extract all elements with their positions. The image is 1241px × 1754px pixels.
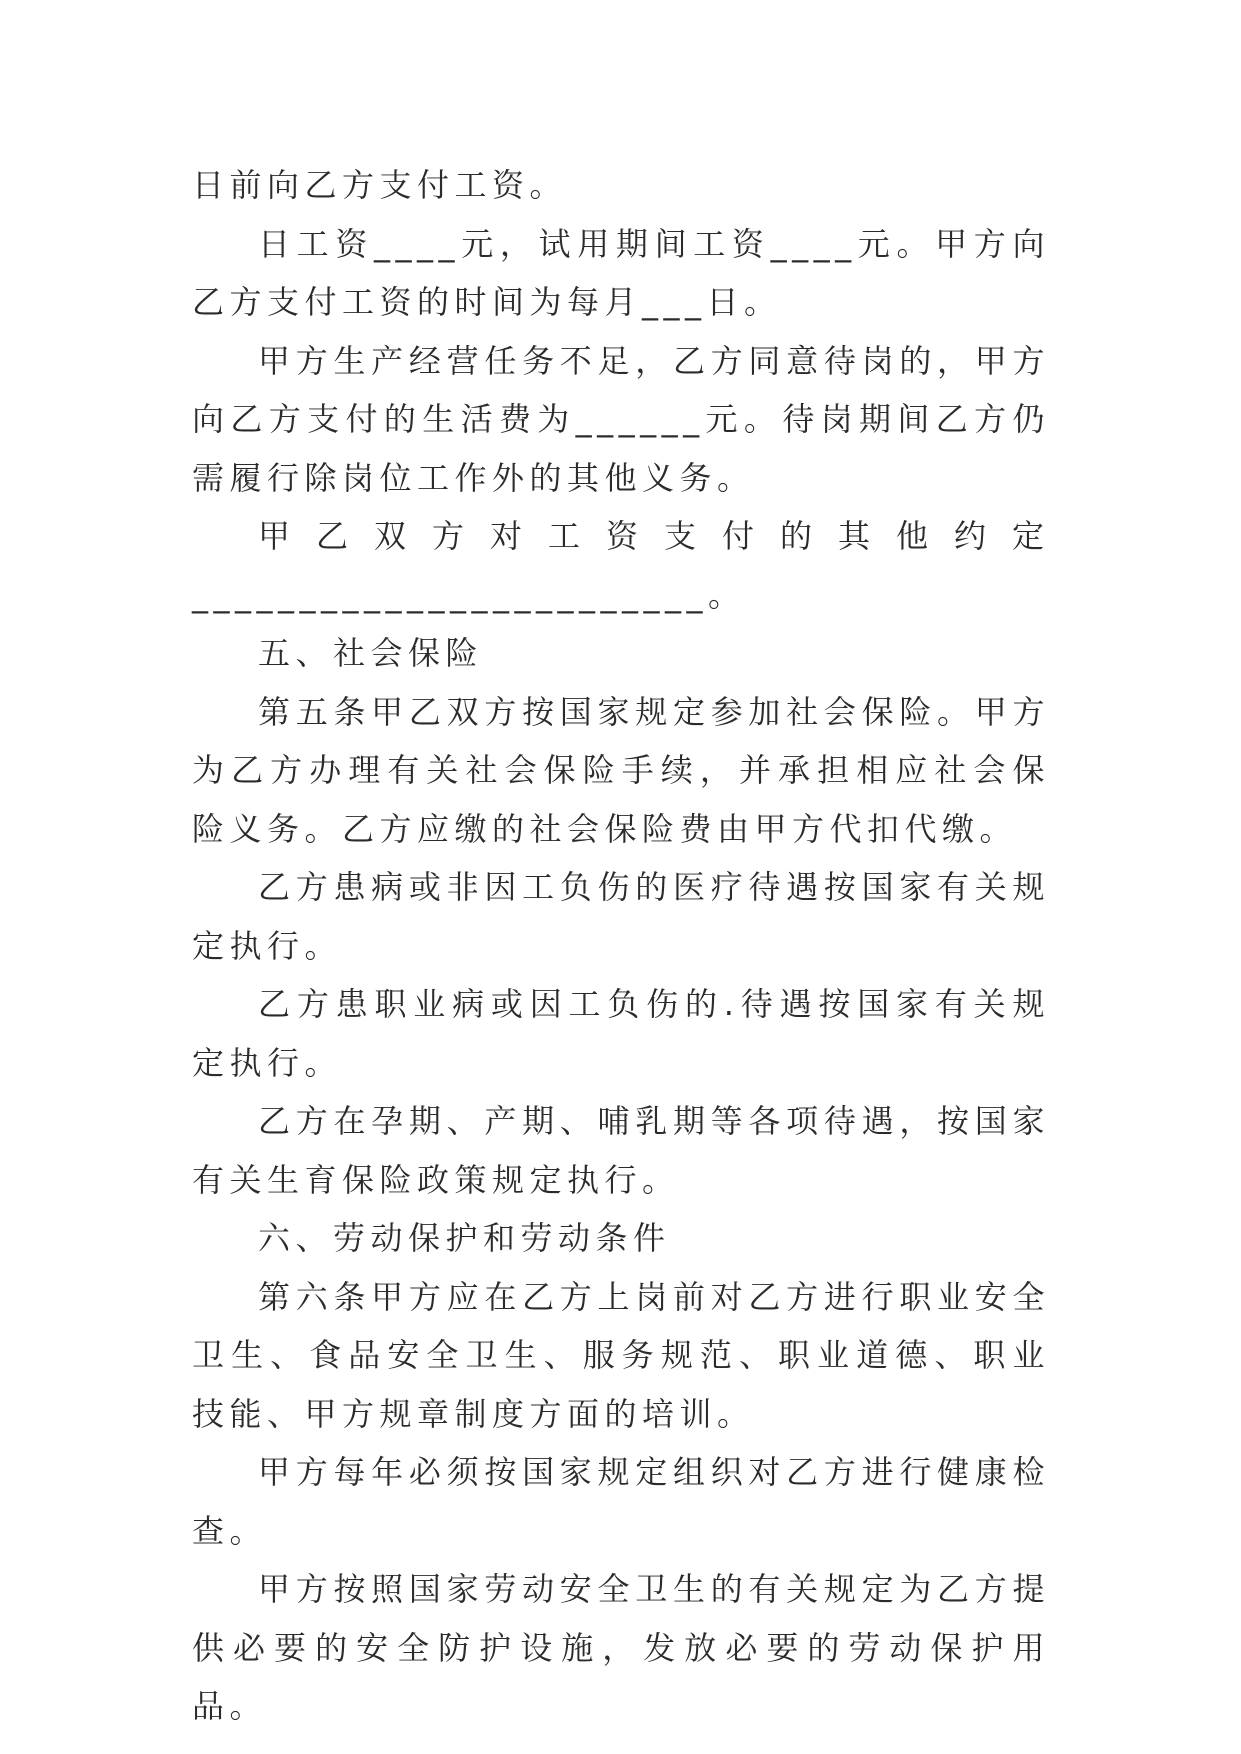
paragraph-maternity: 乙方在孕期、产期、哺乳期等各项待遇，按国家有关生育保险政策规定执行。 bbox=[192, 1102, 1050, 1199]
document-body bbox=[192, 156, 1050, 1736]
section-heading-social-insurance: 五、社会保险 bbox=[258, 634, 484, 672]
section-heading-labor-protection: 六、劳动保护和劳动条件 bbox=[258, 1219, 671, 1257]
paragraph-standby-allowance: 甲方生产经营任务不足，乙方同意待岗的，甲方向乙方支付的生活费为______元。待岗期间乙方仍需履行除岗位工作外的其他义务。 bbox=[192, 341, 1050, 497]
paragraph-occupational-disease: 乙方患职业病或因工负伤的.待遇按国家有关规定执行。 bbox=[192, 985, 1050, 1082]
paragraph-sickness-treatment: 乙方患病或非因工负伤的医疗待遇按国家有关规定执行。 bbox=[192, 868, 1050, 965]
paragraph-other-wage-agreement: 甲乙双方对工资支付的其他约定 bbox=[258, 517, 1050, 555]
paragraph-article-five: 第五条甲乙双方按国家规定参加社会保险。甲方为乙方办理有关社会保险手续，并承担相应社会保险义务。乙方应缴的社会保险费由甲方代扣代缴。 bbox=[192, 692, 1050, 848]
paragraph-health-check: 甲方每年必须按国家规定组织对乙方进行健康检查。 bbox=[192, 1453, 1050, 1550]
blank-other-wage-agreement: ________________________。 bbox=[192, 575, 746, 614]
paragraph-article-six: 第六条甲方应在乙方上岗前对乙方进行职业安全卫生、食品安全卫生、服务规范、职业道德、职业技能、甲方规章制度方面的培训。 bbox=[192, 1277, 1050, 1433]
paragraph-daily-wage: 日工资____元，试用期间工资____元。甲方向乙方支付工资的时间为每月___日。 bbox=[192, 224, 1050, 321]
paragraph-safety-equipment: 甲方按照国家劳动安全卫生的有关规定为乙方提供必要的安全防护设施，发放必要的劳动保护用品。 bbox=[192, 1570, 1050, 1725]
paragraph-wage-payment-tail: 日前向乙方支付工资。 bbox=[192, 166, 568, 204]
